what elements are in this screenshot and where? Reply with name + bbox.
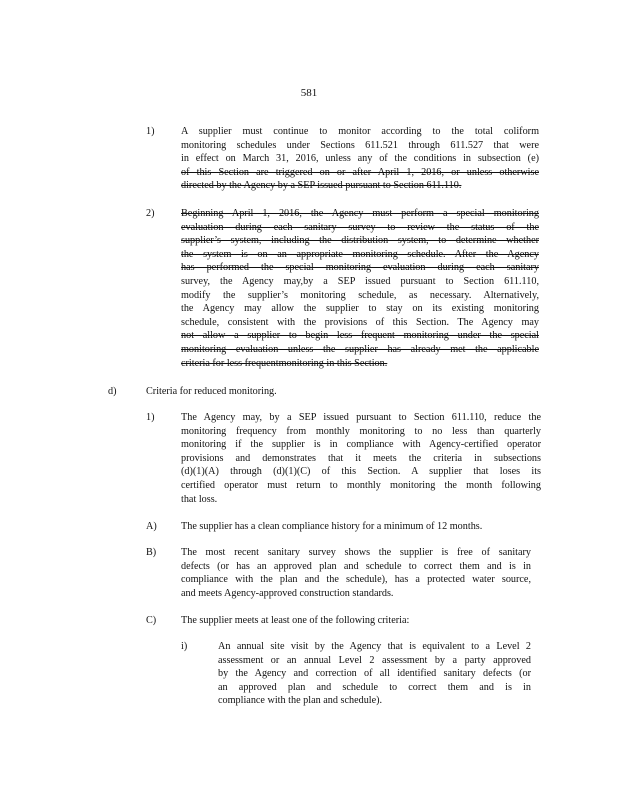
struck-text: Beginning April 1, 2016, the Agency must perform a special monitoring xyxy=(181,208,539,219)
struck-text: of this Section are triggered on or after April 1, 2016, or unless otherwise xyxy=(181,166,539,178)
item-label: 2) xyxy=(146,208,155,219)
text-line xyxy=(218,640,531,654)
item-label: i) xyxy=(181,641,188,652)
text-line xyxy=(181,546,531,560)
text-run: monitoring if the supplier is in compliance with Agency-certified operator xyxy=(181,439,541,451)
text-line xyxy=(181,139,539,153)
text-line xyxy=(181,343,539,357)
item-label: 1) xyxy=(146,126,155,137)
text-line xyxy=(181,587,531,601)
text-line xyxy=(181,452,541,466)
paragraph xyxy=(181,125,539,193)
text-run: by a SEP issued pursuant to Section 611.110, xyxy=(303,275,539,287)
item-label: B) xyxy=(146,547,157,558)
paragraph xyxy=(181,614,431,628)
paragraph xyxy=(181,411,541,506)
text-run: an approved plan and schedule to correct them and is in xyxy=(218,681,531,693)
text-run: that loss. xyxy=(181,493,218,505)
text-run: in effect on March 31, 2016, unless any of the conditions in subsection (e) xyxy=(181,153,539,165)
paragraph xyxy=(181,520,529,534)
text-line xyxy=(181,493,541,507)
text-line xyxy=(181,357,539,371)
struck-text: not allow a supplier to begin less frequent monitoring under the special xyxy=(181,330,539,342)
paragraph xyxy=(218,640,531,708)
text-run: compliance with the plan and schedule). xyxy=(218,695,383,707)
text-line xyxy=(181,465,541,479)
struck-text: monitoring evaluation unless the supplier has already met the applicable xyxy=(181,343,539,355)
text-line xyxy=(181,261,539,275)
text-line xyxy=(181,179,539,193)
text-line xyxy=(218,681,531,695)
text-run: the Agency may allow the supplier to stay on its existing monitoring xyxy=(181,303,539,315)
text-line xyxy=(181,614,431,628)
text-run: Criteria for reduced monitoring. xyxy=(146,386,277,397)
text-line xyxy=(218,654,531,668)
text-line xyxy=(181,302,539,316)
struck-text: has performed the special monitoring evaluation during each sanitary xyxy=(181,262,539,274)
text-run: The most recent sanitary survey shows the supplier is free of sanitary xyxy=(181,547,531,558)
page-number: 581 xyxy=(300,87,318,99)
struck-text: a SEP issued pursuant to Section 611.110. xyxy=(287,180,462,192)
text-line xyxy=(181,425,541,439)
struck-text: directed by the Agency by xyxy=(181,180,288,192)
struck-text: supplier’s system, including the distribution system, to determine whether xyxy=(181,235,539,247)
text-line xyxy=(181,289,539,303)
text-run: monitoring frequency from monthly monitoring to no less than quarterly xyxy=(181,425,541,437)
text-line xyxy=(181,438,541,452)
struck-text: the system is on an appropriate monitoring schedule. After the Agency xyxy=(181,248,539,260)
paragraph xyxy=(146,385,296,399)
text-line xyxy=(181,573,531,587)
text-line xyxy=(181,234,539,248)
text-run: A supplier must continue to monitor according to the total coliform xyxy=(181,126,539,137)
text-run: schedule, consistent with the provisions of this Section. The Agency may xyxy=(181,316,539,328)
text-run: modify the supplier’s monitoring schedule, as necessary. Alternatively, xyxy=(181,289,539,301)
text-line xyxy=(181,248,539,262)
text-line xyxy=(181,275,539,289)
text-line xyxy=(181,479,541,493)
text-run: by the Agency and correction of all identified sanitary defects (or xyxy=(218,668,531,680)
struck-text: evaluation during each sanitary survey to review the status of the xyxy=(181,221,539,233)
text-line xyxy=(181,166,539,180)
text-line xyxy=(181,411,541,425)
text-line xyxy=(181,152,539,166)
struck-text: monitoring in this Section. xyxy=(278,357,388,369)
struck-text: criteria for less frequent xyxy=(181,357,279,369)
text-run: defects (or has an approved plan and schedule to correct them and is in xyxy=(181,560,531,572)
item-label: d) xyxy=(108,386,117,397)
text-line xyxy=(181,207,539,221)
paragraph xyxy=(181,207,539,370)
text-run: certified operator must return to monthly monitoring the month following xyxy=(181,479,541,491)
text-run: The supplier has a clean compliance history for a minimum of 12 months. xyxy=(181,521,483,532)
paragraph xyxy=(181,546,531,600)
text-line xyxy=(181,125,539,139)
text-run: provisions and demonstrates that it meets the criteria in subsections xyxy=(181,452,541,464)
text-run: The Agency may, by a SEP issued pursuant to Section 611.110, reduce the xyxy=(181,412,541,423)
text-line xyxy=(181,221,539,235)
item-label: A) xyxy=(146,521,157,532)
text-line xyxy=(218,667,531,681)
text-run: assessment or an annual Level 2 assessment by a party approved xyxy=(218,654,531,666)
text-line xyxy=(181,520,529,534)
text-run: An annual site visit by the Agency that is equivalent to a Level 2 xyxy=(218,641,531,652)
item-label: C) xyxy=(146,615,157,626)
item-label: 1) xyxy=(146,412,155,423)
text-run: monitoring schedules under Sections 611.521 through 611.527 that were xyxy=(181,139,539,151)
text-run: and meets Agency-approved construction standards. xyxy=(181,587,394,599)
text-line xyxy=(218,694,531,708)
text-run: survey, the Agency may, xyxy=(181,275,304,287)
text-line xyxy=(181,329,539,343)
text-run: (d)(1)(A) through (d)(1)(C) of this Section. A supplier that loses its xyxy=(181,466,541,478)
text-line xyxy=(181,560,531,574)
text-run: compliance with the plan and the schedule), has a protected water source, xyxy=(181,574,531,586)
text-line xyxy=(146,385,296,399)
text-line xyxy=(181,316,539,330)
text-run: The supplier meets at least one of the following criteria: xyxy=(181,615,410,626)
